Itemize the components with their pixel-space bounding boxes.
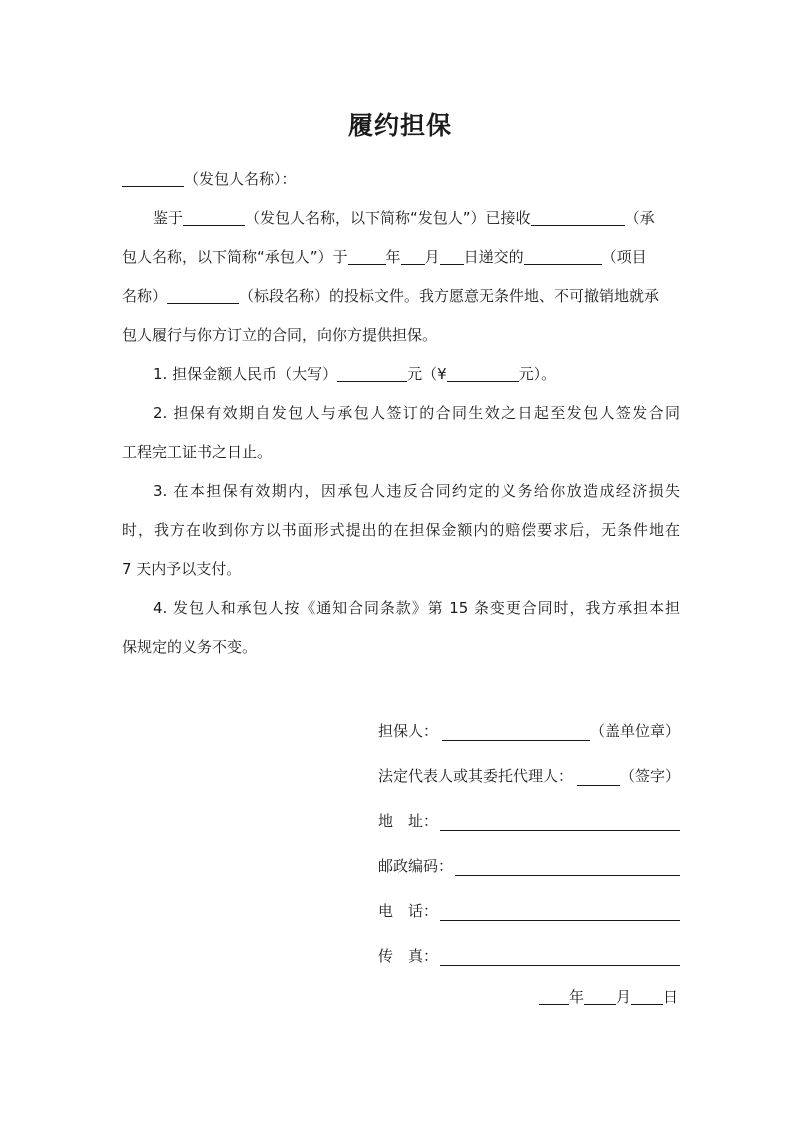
- clause-1: [122, 355, 680, 394]
- fax-label: 传 真：: [378, 947, 439, 965]
- clause-text: 保规定的义务不变。: [122, 638, 258, 656]
- clause-text: 元（¥: [407, 365, 447, 383]
- legal-rep-field[interactable]: [577, 767, 620, 786]
- seal-note: （盖单位章）: [589, 722, 680, 740]
- date-month-blank[interactable]: [584, 986, 616, 1005]
- intro-text: 鉴于: [153, 209, 184, 227]
- intro-text: （标段名称）的投标文件。我方愿意无条件地、不可撤销地就承: [239, 287, 660, 305]
- fax-field[interactable]: [440, 947, 680, 966]
- postcode-label: 邮政编码：: [378, 857, 454, 875]
- phone-field[interactable]: [440, 902, 680, 921]
- clause-text: 2. 担保有效期自发包人与承包人签订的合同生效之日起至发包人签发合同: [153, 404, 680, 422]
- addressee-line: [122, 160, 680, 199]
- month-blank[interactable]: [401, 246, 425, 265]
- date-day-blank[interactable]: [631, 986, 663, 1005]
- intro-text: 名称）: [122, 287, 168, 305]
- phone-row: [378, 876, 680, 921]
- amount-in-figures-blank[interactable]: [447, 363, 519, 382]
- contractor-name-blank[interactable]: [531, 207, 625, 226]
- clause-text: 7 天内予以支付。: [122, 560, 242, 578]
- phone-label: 电 话：: [378, 902, 439, 920]
- intro-text: 包人名称，以下简称“承包人”）于: [122, 248, 348, 266]
- date-day-label: 日: [662, 988, 678, 1006]
- section-name-blank[interactable]: [167, 285, 239, 304]
- intro-text: （项目: [601, 248, 647, 266]
- legal-rep-row: [378, 741, 680, 786]
- legal-rep-label: 法定代表人或其委托代理人：: [378, 767, 574, 785]
- signature-block: [378, 696, 680, 966]
- clause-4: [122, 589, 680, 667]
- employer-name-blank[interactable]: [122, 168, 184, 187]
- clause-text: 工程完工证书之日止。: [122, 443, 273, 461]
- address-field[interactable]: [440, 812, 680, 831]
- clause-text: 1. 担保金额人民币（大写）: [153, 365, 338, 383]
- guarantor-row: [378, 696, 680, 741]
- clause-text: 4. 发包人和承包人按《通知合同条款》第 15 条变更合同时，我方承担本担: [153, 599, 680, 617]
- date-line: [539, 986, 678, 1007]
- date-year-label: 年: [568, 988, 584, 1006]
- addressee-label: （发包人名称）：: [184, 170, 297, 188]
- amount-in-words-blank[interactable]: [337, 363, 407, 382]
- intro-text: 日递交的: [463, 248, 524, 266]
- date-year-blank[interactable]: [539, 986, 569, 1005]
- project-name-blank[interactable]: [524, 246, 602, 265]
- clause-3: [122, 472, 680, 589]
- signature-note: （签字）: [619, 767, 680, 785]
- postcode-field[interactable]: [455, 857, 680, 876]
- guarantor-field[interactable]: [442, 722, 590, 741]
- address-label: 地 址：: [378, 812, 439, 830]
- postcode-row: [378, 831, 680, 876]
- day-blank[interactable]: [440, 246, 464, 265]
- fax-row: [378, 921, 680, 966]
- guarantor-label: 担保人：: [378, 722, 439, 740]
- year-blank[interactable]: [348, 246, 386, 265]
- clause-text: 时，我方在收到你方以书面形式提出的在担保金额内的赔偿要求后，无条件地在: [122, 521, 680, 539]
- date-month-label: 月: [615, 988, 631, 1006]
- clause-2: [122, 394, 680, 472]
- address-row: [378, 786, 680, 831]
- year-label: 年: [385, 248, 401, 266]
- month-label: 月: [424, 248, 440, 266]
- document-title: 履约担保: [347, 111, 452, 140]
- paragraph-intro: [122, 199, 680, 355]
- clause-text: 元）。: [518, 365, 557, 383]
- intro-text: （承: [624, 209, 655, 227]
- clause-text: 3. 在本担保有效期内，因承包人违反合同约定的义务给你放造成经济损失: [153, 482, 680, 500]
- intro-text: 包人履行与你方订立的合同，向你方提供担保。: [122, 326, 438, 344]
- employer-name-blank-2[interactable]: [183, 207, 245, 226]
- intro-text: （发包人名称，以下简称“发包人”）已接收: [245, 209, 531, 227]
